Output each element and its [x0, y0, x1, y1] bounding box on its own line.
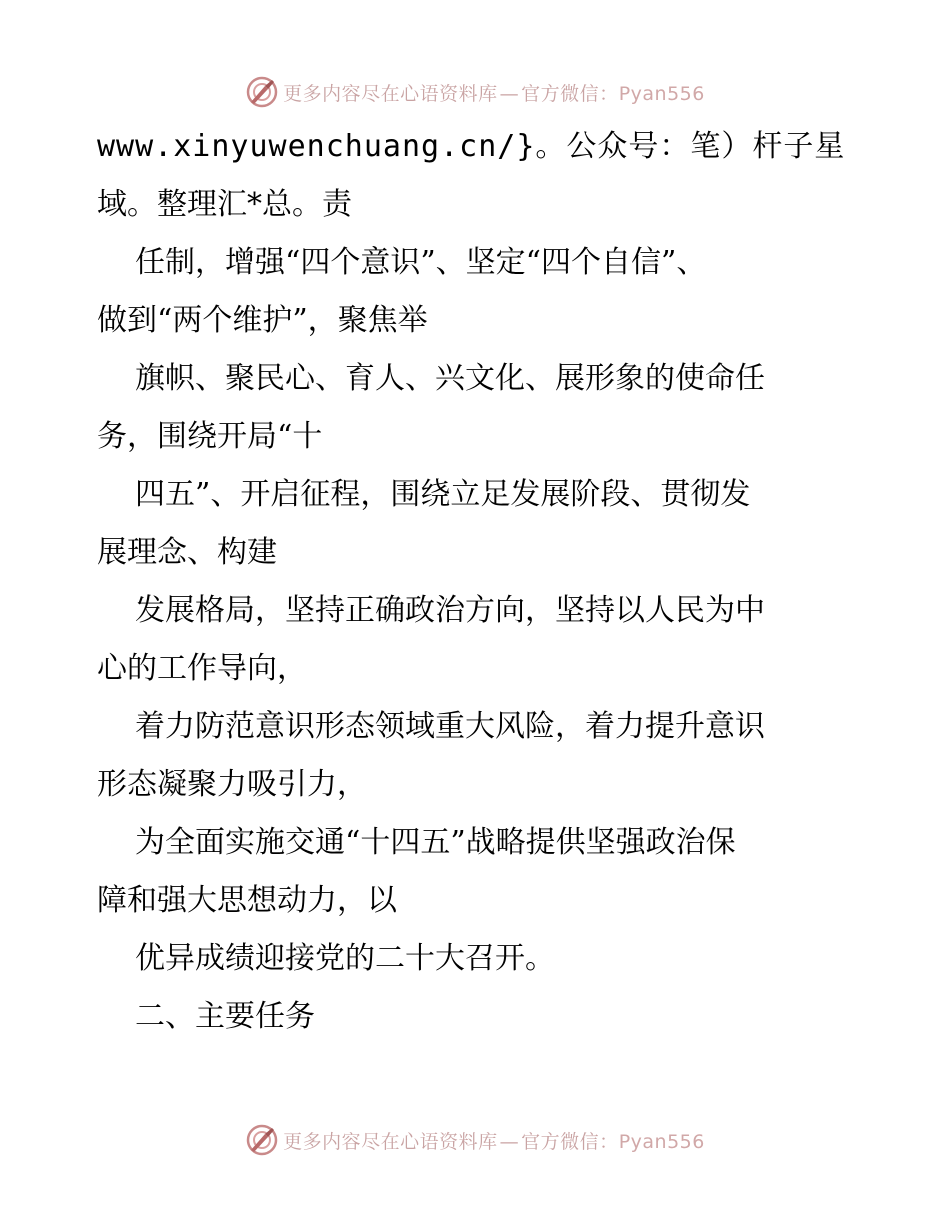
watermark-title: 更多内容尽在心语资料库	[283, 82, 498, 105]
document-body	[97, 118, 857, 1046]
text-line: www.xinyuwenchuang.cn/}。公众号：笔）杆子星	[97, 129, 846, 164]
text-line: 心的工作导向，	[97, 651, 307, 686]
section-heading: 二、主要任务	[135, 999, 315, 1034]
text-line: 域。整理汇*总。责	[97, 187, 352, 222]
text-line: 为全面实施交通“十四五”战略提供坚强政治保	[135, 825, 736, 860]
watermark-account: Pyan556	[618, 1130, 705, 1153]
watermark-separator: —	[499, 1130, 520, 1153]
watermark-text	[283, 1127, 705, 1154]
watermark-label: 官方微信：	[521, 82, 619, 105]
watermark-label: 官方微信：	[521, 1130, 619, 1153]
watermark-title: 更多内容尽在心语资料库	[283, 1130, 498, 1153]
watermark-account: Pyan556	[618, 82, 705, 105]
text-line: 优异成绩迎接党的二十大召开。	[135, 941, 555, 976]
text-line: 四五”、开启征程，围绕立足发展阶段、贯彻发	[135, 477, 751, 512]
watermark-text	[283, 79, 705, 106]
text-line: 着力防范意识形态领域重大风险，着力提升意识	[135, 709, 765, 744]
text-line: 任制，增强“四个意识”、坚定“四个自信”、	[135, 245, 707, 280]
text-line: 形态凝聚力吸引力，	[97, 767, 367, 802]
text-line: 障和强大思想动力，以	[97, 883, 397, 918]
text-line: 做到“两个维护”，聚焦举	[97, 303, 428, 338]
logo-icon	[245, 75, 279, 109]
text-line: 旗帜、聚民心、育人、兴文化、展形象的使命任	[135, 361, 765, 396]
logo-icon	[245, 1123, 279, 1157]
footer-watermark	[0, 1120, 950, 1160]
text-line: 务，围绕开局“十	[97, 419, 323, 454]
text-line: 展理念、构建	[97, 535, 277, 570]
header-watermark	[0, 72, 950, 112]
text-line: 发展格局，坚持正确政治方向，坚持以人民为中	[135, 593, 765, 628]
watermark-separator: —	[499, 82, 520, 105]
